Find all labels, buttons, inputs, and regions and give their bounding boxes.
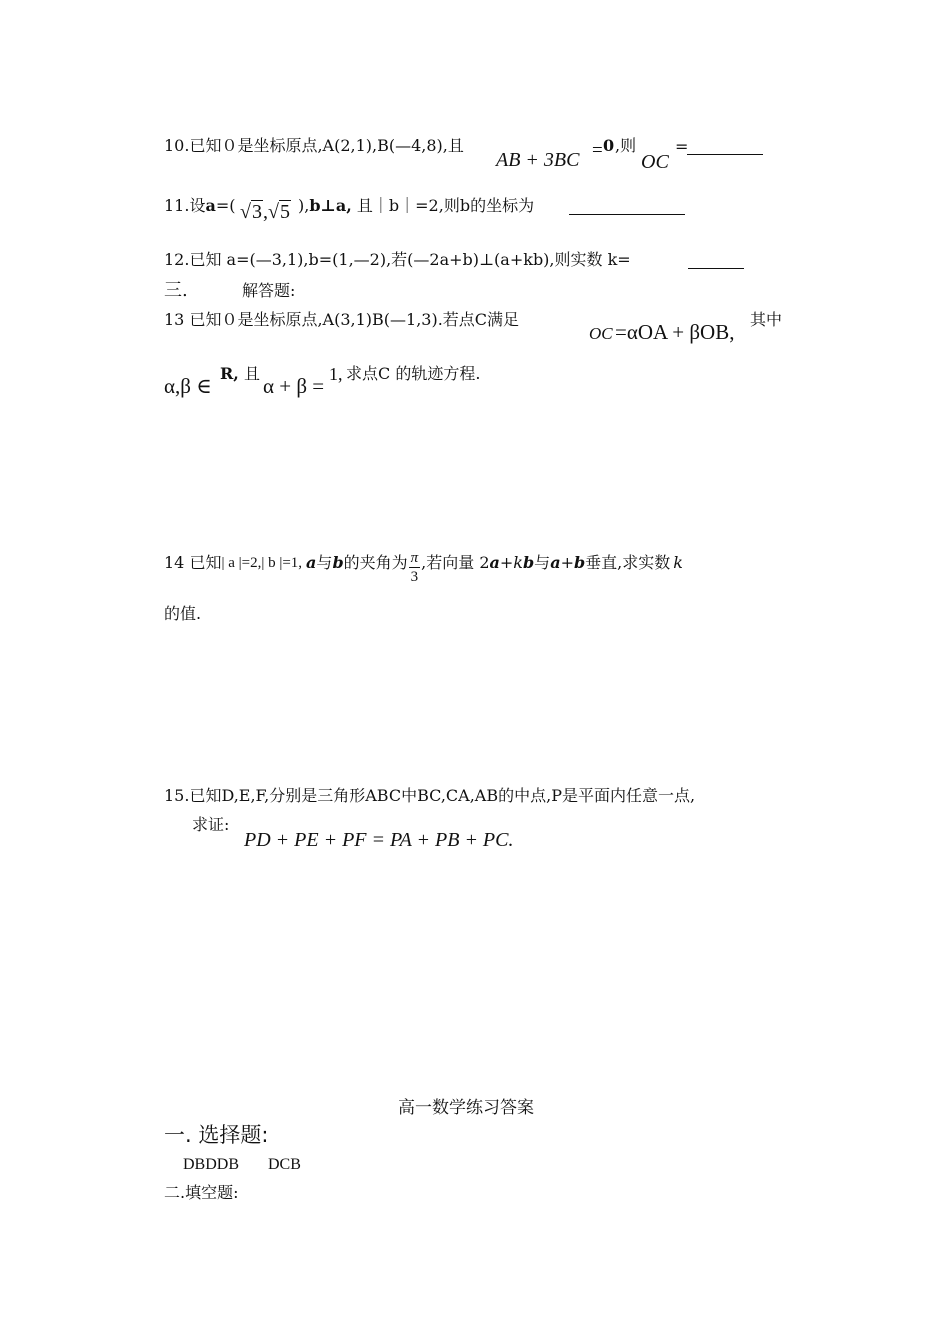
q13-formula: =αOA + βOB, — [615, 320, 735, 344]
q11-roots — [240, 200, 291, 224]
q10-oc: OC — [641, 151, 669, 173]
q10-zero-vector: 0 — [603, 136, 615, 155]
q14-pi-over-3 — [409, 550, 421, 585]
question-12 — [164, 250, 631, 269]
q11-answer-blank[interactable] — [569, 196, 685, 215]
q15-formula: PD + PE + PF = PA + PB + PC. — [244, 829, 514, 851]
q11-perp: b⊥a, — [309, 196, 352, 215]
question-10 — [164, 136, 464, 155]
q10-equals-2: = — [675, 137, 689, 156]
q14-plus-2: + — [560, 552, 574, 572]
q13-and: 且 — [244, 364, 261, 383]
q10-equals: = — [592, 140, 603, 161]
q14-k: k — [513, 552, 523, 572]
question-11 — [164, 196, 235, 215]
q14-three: 3 — [410, 568, 419, 585]
q11-root-3: 3 — [251, 201, 262, 223]
q10-text: 10.已知０是坐标原点,A(2,1),B(—4,8),且 — [164, 136, 464, 155]
q11-close: ), — [298, 196, 310, 215]
q13-sum: α + β = — [263, 374, 325, 398]
q11-eq-open: =( — [215, 196, 236, 215]
q13-rest: 求点C 的轨迹方程. — [346, 364, 481, 383]
q14-plus: + — [499, 552, 514, 572]
q11-rest: 且｜b｜=2,则b的坐标为 — [356, 196, 535, 215]
q13-tail: 其中 — [750, 310, 783, 329]
section-3-title: 解答题: — [242, 281, 296, 300]
q13-one: 1, — [329, 364, 343, 384]
q11-tail — [298, 196, 534, 215]
q14-mid: ,若向量 2 — [421, 552, 490, 572]
q14-with-2: 与 — [534, 552, 551, 572]
q14-with: 与 — [316, 552, 333, 572]
answers-section-1: 一. 选择题: — [164, 1123, 269, 1147]
q14-end: 垂直,求实数 — [585, 552, 671, 572]
section-3-heading — [164, 280, 188, 302]
sqrt-icon: √ — [240, 201, 251, 223]
question-15-line1: 15.已知D,E,F,分别是三角形ABC中BC,CA,AB的中点,P是平面内任意一点, — [164, 786, 696, 805]
q14-vec-b-3: b — [573, 552, 586, 572]
q10-answer-blank[interactable] — [687, 136, 763, 155]
q12-answer-blank[interactable] — [688, 251, 744, 269]
question-14 — [164, 545, 683, 585]
question-15-line2: 求证: — [192, 815, 230, 834]
q12-text: 12.已知 a=(—3,1),b=(1,—2),若(—2a+b)⊥(a+kb),则实数 k= — [164, 250, 631, 269]
answers-choices-2: DCB — [268, 1156, 301, 1173]
q14-vec-a-2: a — [489, 552, 500, 572]
q14-pi: π — [410, 550, 419, 566]
q14-norm-b: | b |=1, — [261, 554, 303, 571]
q14-vec-b: b — [332, 552, 344, 572]
q14-prefix: 14 已知 — [164, 552, 222, 572]
q14-norm-a: | a |=2, — [221, 554, 262, 571]
answers-section-2: 二.填空题: — [164, 1183, 239, 1202]
q13-reals: R, — [220, 364, 239, 383]
q11-prefix: 11.设 — [164, 196, 206, 215]
q10-then: ,则 — [615, 136, 637, 155]
q13-alpha-beta: α,β ∈ — [164, 374, 212, 398]
answers-choices-1: DBDDB — [183, 1156, 240, 1173]
q14-line2: 的值. — [164, 604, 202, 623]
q10-expression: AB + 3BC — [496, 149, 580, 171]
section-3-number: 三. — [164, 280, 188, 301]
question-13-line1: 13 已知０是坐标原点,A(3,1)B(—1,3).若点C满足 — [164, 310, 520, 329]
q11-root-5: 5 — [279, 201, 290, 223]
q11-vector-a: a — [205, 196, 216, 215]
q14-vec-b-2: b — [522, 552, 535, 572]
sqrt-icon: √ — [267, 201, 279, 223]
q14-vec-a-3: a — [550, 552, 561, 572]
q11-comma: , — [262, 201, 268, 223]
q13-oc: OC — [589, 324, 613, 343]
answers-heading: 高一数学练习答案 — [398, 1098, 534, 1118]
q14-k-2: k — [673, 552, 683, 572]
q14-angle: 的夹角为 — [343, 552, 408, 572]
q14-vec-a: a — [306, 552, 317, 572]
